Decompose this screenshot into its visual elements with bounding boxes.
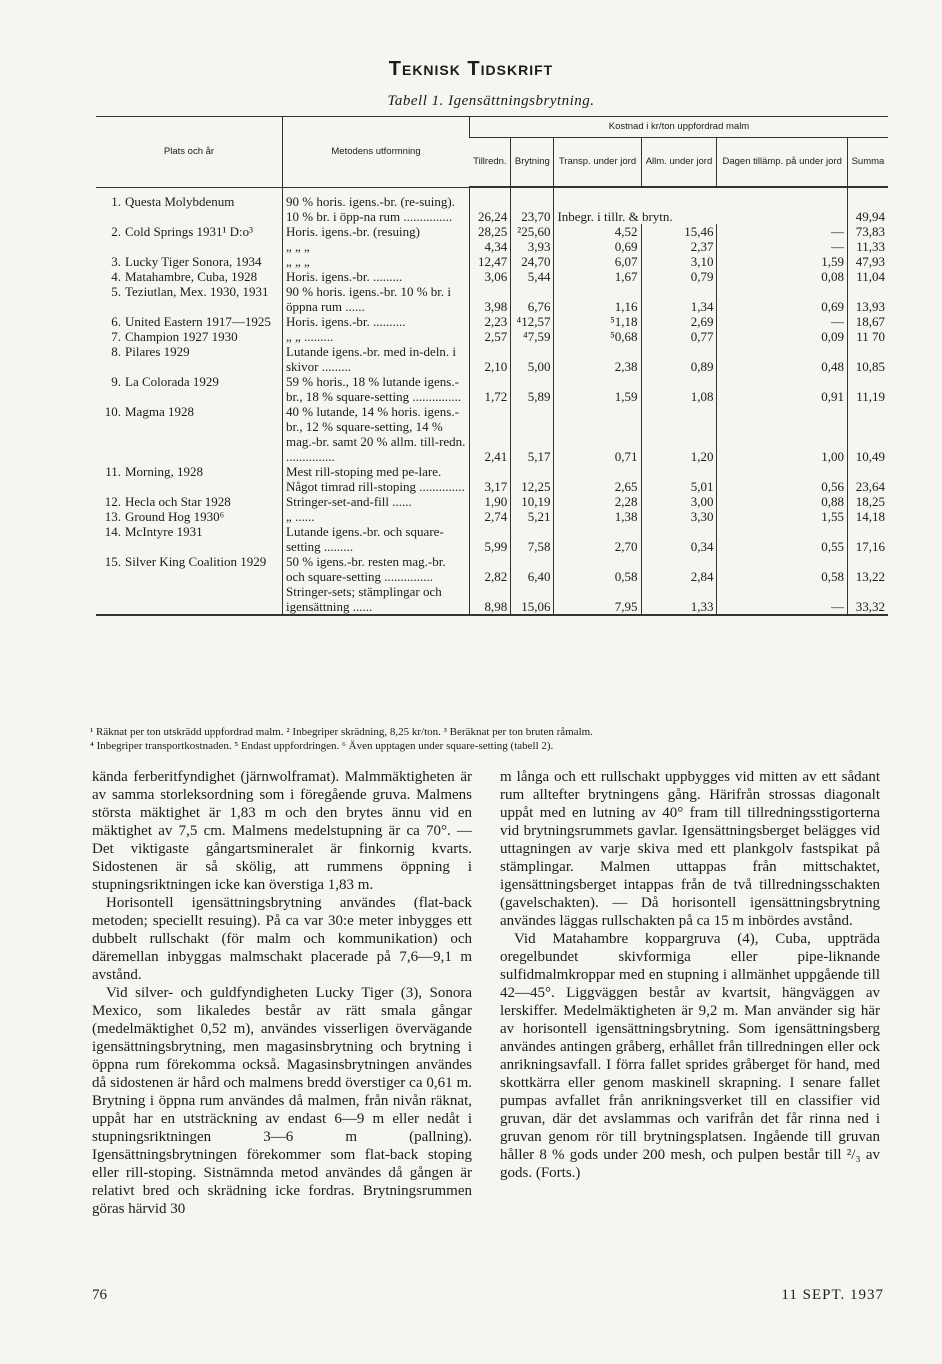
table-row <box>96 269 888 284</box>
header-place: Plats och år <box>96 117 283 188</box>
cell-value: 3,17 <box>470 464 511 494</box>
cell-value: 49,94 <box>847 187 888 224</box>
cell-place <box>96 224 283 254</box>
row-index: 1. <box>111 193 121 209</box>
cell-value: ⁵0,68 <box>554 329 641 344</box>
table-row <box>96 254 888 269</box>
cell-method: 90 % horis. igens.-br. 10 % br. i öppna rum ...... <box>283 284 470 314</box>
cell-value: 73,83 11,33 <box>847 224 888 254</box>
cell-value: — <box>717 314 848 329</box>
cell-place <box>96 187 283 224</box>
cell-method: Horis. igens.-br. ......... <box>283 269 470 284</box>
cell-value: 0,69 <box>717 284 848 314</box>
table-row <box>96 524 888 554</box>
cell-method: Lutande igens.-br. och square-setting ......... <box>283 524 470 554</box>
cell-value: 1,33 <box>641 584 717 615</box>
row-index: 5. <box>111 283 121 299</box>
cell-value: 28,25 4,34 <box>470 224 511 254</box>
header-col: Allm. under jord <box>641 138 717 188</box>
cell-method: „ „ ......... <box>283 329 470 344</box>
table-row <box>96 584 888 615</box>
table-row <box>96 464 888 494</box>
header-method: Metodens utformning <box>283 117 470 188</box>
cell-value: 1,16 <box>554 284 641 314</box>
cell-value: 14,18 <box>847 509 888 524</box>
cell-value: 18,67 <box>847 314 888 329</box>
footnote-line: ⁴ Inbegriper transportkostnaden. ⁵ Endast uppfordringen. ⁶ Även upptagen under square-setting (tabell 2). <box>90 740 554 752</box>
row-index: 11. <box>105 463 121 479</box>
cell-value: 10,49 <box>847 404 888 464</box>
place-name: Ground Hog 1930⁶ <box>125 508 225 524</box>
row-index: 10. <box>104 403 121 419</box>
cell-value: 6,07 <box>554 254 641 269</box>
cell-place <box>96 464 283 494</box>
cell-value: 13,93 <box>847 284 888 314</box>
cell-value: 2,84 <box>641 554 717 584</box>
cell-value: 5,44 <box>511 269 554 284</box>
cell-value: 4,52 0,69 <box>554 224 641 254</box>
row-index: 13. <box>104 508 121 524</box>
header-col: Summa <box>847 138 888 188</box>
place-name: La Colorada 1929 <box>125 373 219 389</box>
table-row <box>96 329 888 344</box>
table-row <box>96 344 888 374</box>
cell-method: Stringer-sets; stämplingar och igensättning ...... <box>283 584 470 615</box>
cell-method: „ „ „ <box>283 254 470 269</box>
place-name: Champion 1927 1930 <box>125 328 238 344</box>
cell-value: 0,91 <box>717 374 848 404</box>
cell-value: 0,58 <box>717 554 848 584</box>
row-index: 8. <box>111 343 121 359</box>
cell-value: 1,08 <box>641 374 717 404</box>
cell-value: 2,28 <box>554 494 641 509</box>
left-text-column <box>92 768 472 1218</box>
cell-value: 0,56 <box>717 464 848 494</box>
cell-value: 5,01 <box>641 464 717 494</box>
place-name: Morning, 1928 <box>125 463 203 479</box>
cell-value: 15,46 2,37 <box>641 224 717 254</box>
cell-value: 7,95 <box>554 584 641 615</box>
paragraph: Vid Matahambre koppargruva (4), Cuba, uppträda oregelbundet skivformiga eller pipe-liknande sulfidmalmkroppar med en stupning i allmänhet uppgående till 42—45°. Liggväggen består av kvartsit, hängväggen av lerskiffer. Medelmäktigheten är 9,2 m. Man använder sig här av horisontell igensättningsbrytning. Som igensättningsberg användes antingen gråberg, erhållet från tillredningen eller ock anrikningsavfall. I förra fallet sprides gråberget för hand, med skottkärra eller genom maskinell skrapning. I senare fallet pumpas avfallet från anrikningsverket till en classifier vid gruvan, där det avslammas och varifrån det får rinna ned i gruvan genom rör till brytningsplatsen. Ingående till gruvan håller 8 % gods under 200 mesh, och pulpen består till ²/₃ av gods. (Forts.) <box>500 931 880 1181</box>
cell-value: 3,10 <box>641 254 717 269</box>
table-body <box>96 187 888 615</box>
cell-value: 2,23 <box>470 314 511 329</box>
cell-value: 0,58 <box>554 554 641 584</box>
cell-value: 6,40 <box>511 554 554 584</box>
cell-value: 5,99 <box>470 524 511 554</box>
cell-value: ²25,60 3,93 <box>511 224 554 254</box>
row-index: 7. <box>111 328 121 344</box>
header-col: Brytning <box>511 138 554 188</box>
cell-value: 11,19 <box>847 374 888 404</box>
cell-value: 2,70 <box>554 524 641 554</box>
cell-place <box>96 254 283 269</box>
cell-value-merged: Inbegr. i tillr. & brytn. <box>554 187 847 224</box>
cell-value: 6,76 <box>511 284 554 314</box>
paragraph: m långa och ett rullschakt uppbygges vid mitten av ett sådant rum alltefter brytningens gång. Härifrån strossas diagonalt uppåt med en lutning av 40° fram till tillredningsstigorterna vid brytningsrummets gavlar. Igensättningsberget belägges vid uttagningen av varje skiva med ett plankgolv fastspikat på stämplingar. Malmen uttappas från mittschaktet, igensättningsberget intappas från de två tillredningsschakten (gavelschakten). — Då horisontell igensättningsbrytning användes läggas rullschakten på ca 15 m inbördes avstånd. <box>500 769 880 929</box>
cell-value: 33,32 <box>847 584 888 615</box>
row-index: 4. <box>111 268 121 284</box>
cell-place <box>96 524 283 554</box>
place-name: Cold Springs 1931¹ D:o³ <box>125 223 254 239</box>
cell-method: 90 % horis. igens.-br. (re-suing). 10 % br. i öpp-na rum ............... <box>283 187 470 224</box>
cell-value: — <box>717 584 848 615</box>
cell-value: 1,67 <box>554 269 641 284</box>
table-row <box>96 509 888 524</box>
table-caption: Tabell 1. Igensättningsbrytning. <box>387 93 595 109</box>
cell-place <box>96 284 283 314</box>
paragraph: Horisontell igensättningsbrytning användes (flat-back metoden; speciellt resuing). På ca var 30:e meter inbygges ett dubbelt rullschakt (för malm och kommunikation) och däremellan inbyggas malmschakt placerade på 7,6—9,1 m avstånd. <box>92 895 472 983</box>
cell-value: 1,38 <box>554 509 641 524</box>
place-name: Hecla och Star 1928 <box>125 493 231 509</box>
cell-value: 12,47 <box>470 254 511 269</box>
row-index: 9. <box>111 373 121 389</box>
cell-value: 2,82 <box>470 554 511 584</box>
place-name: McIntyre 1931 <box>125 523 203 539</box>
cell-value: 47,93 <box>847 254 888 269</box>
cell-value: 5,89 <box>511 374 554 404</box>
cell-value: 3,30 <box>641 509 717 524</box>
table-row <box>96 554 888 584</box>
cell-place <box>96 329 283 344</box>
cell-method: Horis. igens.-br. (resuing) „ „ „ <box>283 224 470 254</box>
cell-place <box>96 509 283 524</box>
cell-value: 5,00 <box>511 344 554 374</box>
right-text-column <box>500 768 880 1182</box>
cell-value: 0,08 <box>717 269 848 284</box>
cell-value: 18,25 <box>847 494 888 509</box>
paragraph: kända ferberitfyndighet (järnwolframat). Malmmäktigheten är av samma storleksordning som i föregående gruva. Malmens största mäktighet är 1,83 m och den brytes ännu vid en mäktighet av 7,5 cm. Malmens medelstupning är ca 70°. — Det viktigaste gångartsmineralet är finkornig kvarts. Sidostenen är så skölig, att rummens öppning i stupningsriktningen icke kan överstiga 1,83 m. <box>92 769 472 893</box>
cell-value: 23,70 <box>511 187 554 224</box>
table-row <box>96 314 888 329</box>
place-name: Matahambre, Cuba, 1928 <box>125 268 258 284</box>
row-index: 12. <box>104 493 121 509</box>
cell-value: 1,72 <box>470 374 511 404</box>
header-col: Tillredn. <box>470 138 511 188</box>
cell-place <box>96 314 283 329</box>
place-name: Pilares 1929 <box>125 343 190 359</box>
header-cost-group: Kostnad i kr/ton uppfordrad malm <box>470 117 889 138</box>
cell-value: 7,58 <box>511 524 554 554</box>
footnote-line: ¹ Räknat per ton utskrädd uppfordrad malm. ² Inbegriper skrädning, 8,25 kr/ton. ³ Beräknat per ton bruten råmalm. <box>90 726 593 738</box>
row-index: 14. <box>104 523 121 539</box>
place-name: Silver King Coalition 1929 <box>125 553 267 569</box>
cell-value: 0,77 <box>641 329 717 344</box>
page-number: 76 <box>92 1287 107 1303</box>
cell-value: 26,24 <box>470 187 511 224</box>
cell-value: 12,25 <box>511 464 554 494</box>
cell-value: 1,55 <box>717 509 848 524</box>
table-row <box>96 494 888 509</box>
row-index: 6. <box>111 313 121 329</box>
cell-value: 10,19 <box>511 494 554 509</box>
table-row <box>96 404 888 464</box>
cell-value: 23,64 <box>847 464 888 494</box>
cell-value: 0,48 <box>717 344 848 374</box>
table-row <box>96 374 888 404</box>
cell-method: 59 % horis., 18 % lutande igens.-br., 18 % square-setting ............... <box>283 374 470 404</box>
cell-value: 2,57 <box>470 329 511 344</box>
cell-value: 8,98 <box>470 584 511 615</box>
cell-place <box>96 494 283 509</box>
cell-place <box>96 584 283 615</box>
cell-value: 10,85 <box>847 344 888 374</box>
cell-value: 0,55 <box>717 524 848 554</box>
paragraph: Vid silver- och guldfyndigheten Lucky Tiger (3), Sonora Mexico, som likaledes består av rätt smala gångar (medelmäktighet 0,52 m), användes visserligen övervägande igensättningsbrytning, men magasinsbrytning och brytning i öppna rum förekomma också. Magasinsbrytningen användes då sidostenen är hård och malmens bredd överstiger ca 0,61 m. Brytning i öppna rum användes då malmen, från nivån räknat, uppåt har en utsträckning av endast 6—9 m eller nedåt i stupningsriktningen 3—6 m (pallning). Igensättningsbrytningen förekommer som flat-back stoping eller rill-stoping. Sistnämnda metod användes då gången är relativt bred och skrädning icke fordras. Brytningsrummen göras härvid 30 <box>92 985 472 1217</box>
cell-method: Horis. igens.-br. .......... <box>283 314 470 329</box>
header-col: Transp. under jord <box>554 138 641 188</box>
cell-method: Lutande igens.-br. med in-deln. i skivor ......... <box>283 344 470 374</box>
cell-value: 2,65 <box>554 464 641 494</box>
cell-place <box>96 404 283 464</box>
cell-place <box>96 374 283 404</box>
cell-value: 0,88 <box>717 494 848 509</box>
cell-value: 13,22 <box>847 554 888 584</box>
cell-method: „ ...... <box>283 509 470 524</box>
cell-place <box>96 269 283 284</box>
cell-value: 15,06 <box>511 584 554 615</box>
cell-value: 2,38 <box>554 344 641 374</box>
cell-value: 3,00 <box>641 494 717 509</box>
cell-value: 2,69 <box>641 314 717 329</box>
place-name: Questa Molybdenum <box>125 193 235 209</box>
footnotes <box>90 725 910 753</box>
cell-value: ⁴12,57 <box>511 314 554 329</box>
cell-value: 17,16 <box>847 524 888 554</box>
cell-value: 1,20 <box>641 404 717 464</box>
cell-value: 1,59 <box>554 374 641 404</box>
cell-method: Mest rill-stoping med pe-lare. Något timrad rill-stoping .............. <box>283 464 470 494</box>
header-col: Dagen tillämp. på under jord <box>717 138 848 188</box>
cell-value: ⁵1,18 <box>554 314 641 329</box>
cell-method: 50 % igens.-br. resten mag.-br. och square-setting ............... <box>283 554 470 584</box>
cell-value: 11,04 <box>847 269 888 284</box>
cell-value: — — <box>717 224 848 254</box>
table-row <box>96 187 888 224</box>
place-name: United Eastern 1917—1925 <box>125 313 271 329</box>
cell-value: 0,34 <box>641 524 717 554</box>
cell-place <box>96 554 283 584</box>
cell-value: 1,00 <box>717 404 848 464</box>
place-name: Lucky Tiger Sonora, 1934 <box>125 253 262 269</box>
cell-value: 2,74 <box>470 509 511 524</box>
cell-value: 24,70 <box>511 254 554 269</box>
cell-value: 2,10 <box>470 344 511 374</box>
mining-cost-table <box>96 116 888 616</box>
cell-value: 0,79 <box>641 269 717 284</box>
cell-value: 1,59 <box>717 254 848 269</box>
place-name: Teziutlan, Mex. 1930, 1931 <box>125 283 269 299</box>
table-row <box>96 284 888 314</box>
cell-value: 1,34 <box>641 284 717 314</box>
row-index: 15. <box>104 553 121 569</box>
cell-value: 11 70 <box>847 329 888 344</box>
cell-value: 2,41 <box>470 404 511 464</box>
cell-value: 0,71 <box>554 404 641 464</box>
cell-place <box>96 344 283 374</box>
cell-value: 5,17 <box>511 404 554 464</box>
cell-value: 0,09 <box>717 329 848 344</box>
place-name: Magma 1928 <box>125 403 194 419</box>
cell-value: ⁴7,59 <box>511 329 554 344</box>
cell-value: 3,06 <box>470 269 511 284</box>
cell-method: 40 % lutande, 14 % horis. igens.-br., 12 % square-setting, 14 % mag.-br. samt 20 % allm. till-redn. ............... <box>283 404 470 464</box>
cell-value: 3,98 <box>470 284 511 314</box>
row-index: 3. <box>111 253 121 269</box>
cell-value: 5,21 <box>511 509 554 524</box>
cell-method: Stringer-set-and-fill ...... <box>283 494 470 509</box>
journal-title: Teknisk Tidskrift <box>388 58 554 80</box>
row-index: 2. <box>111 223 121 239</box>
page-date: 11 SEPT. 1937 <box>781 1287 884 1303</box>
table-row <box>96 224 888 254</box>
cell-value: 0,89 <box>641 344 717 374</box>
cell-value: 1,90 <box>470 494 511 509</box>
